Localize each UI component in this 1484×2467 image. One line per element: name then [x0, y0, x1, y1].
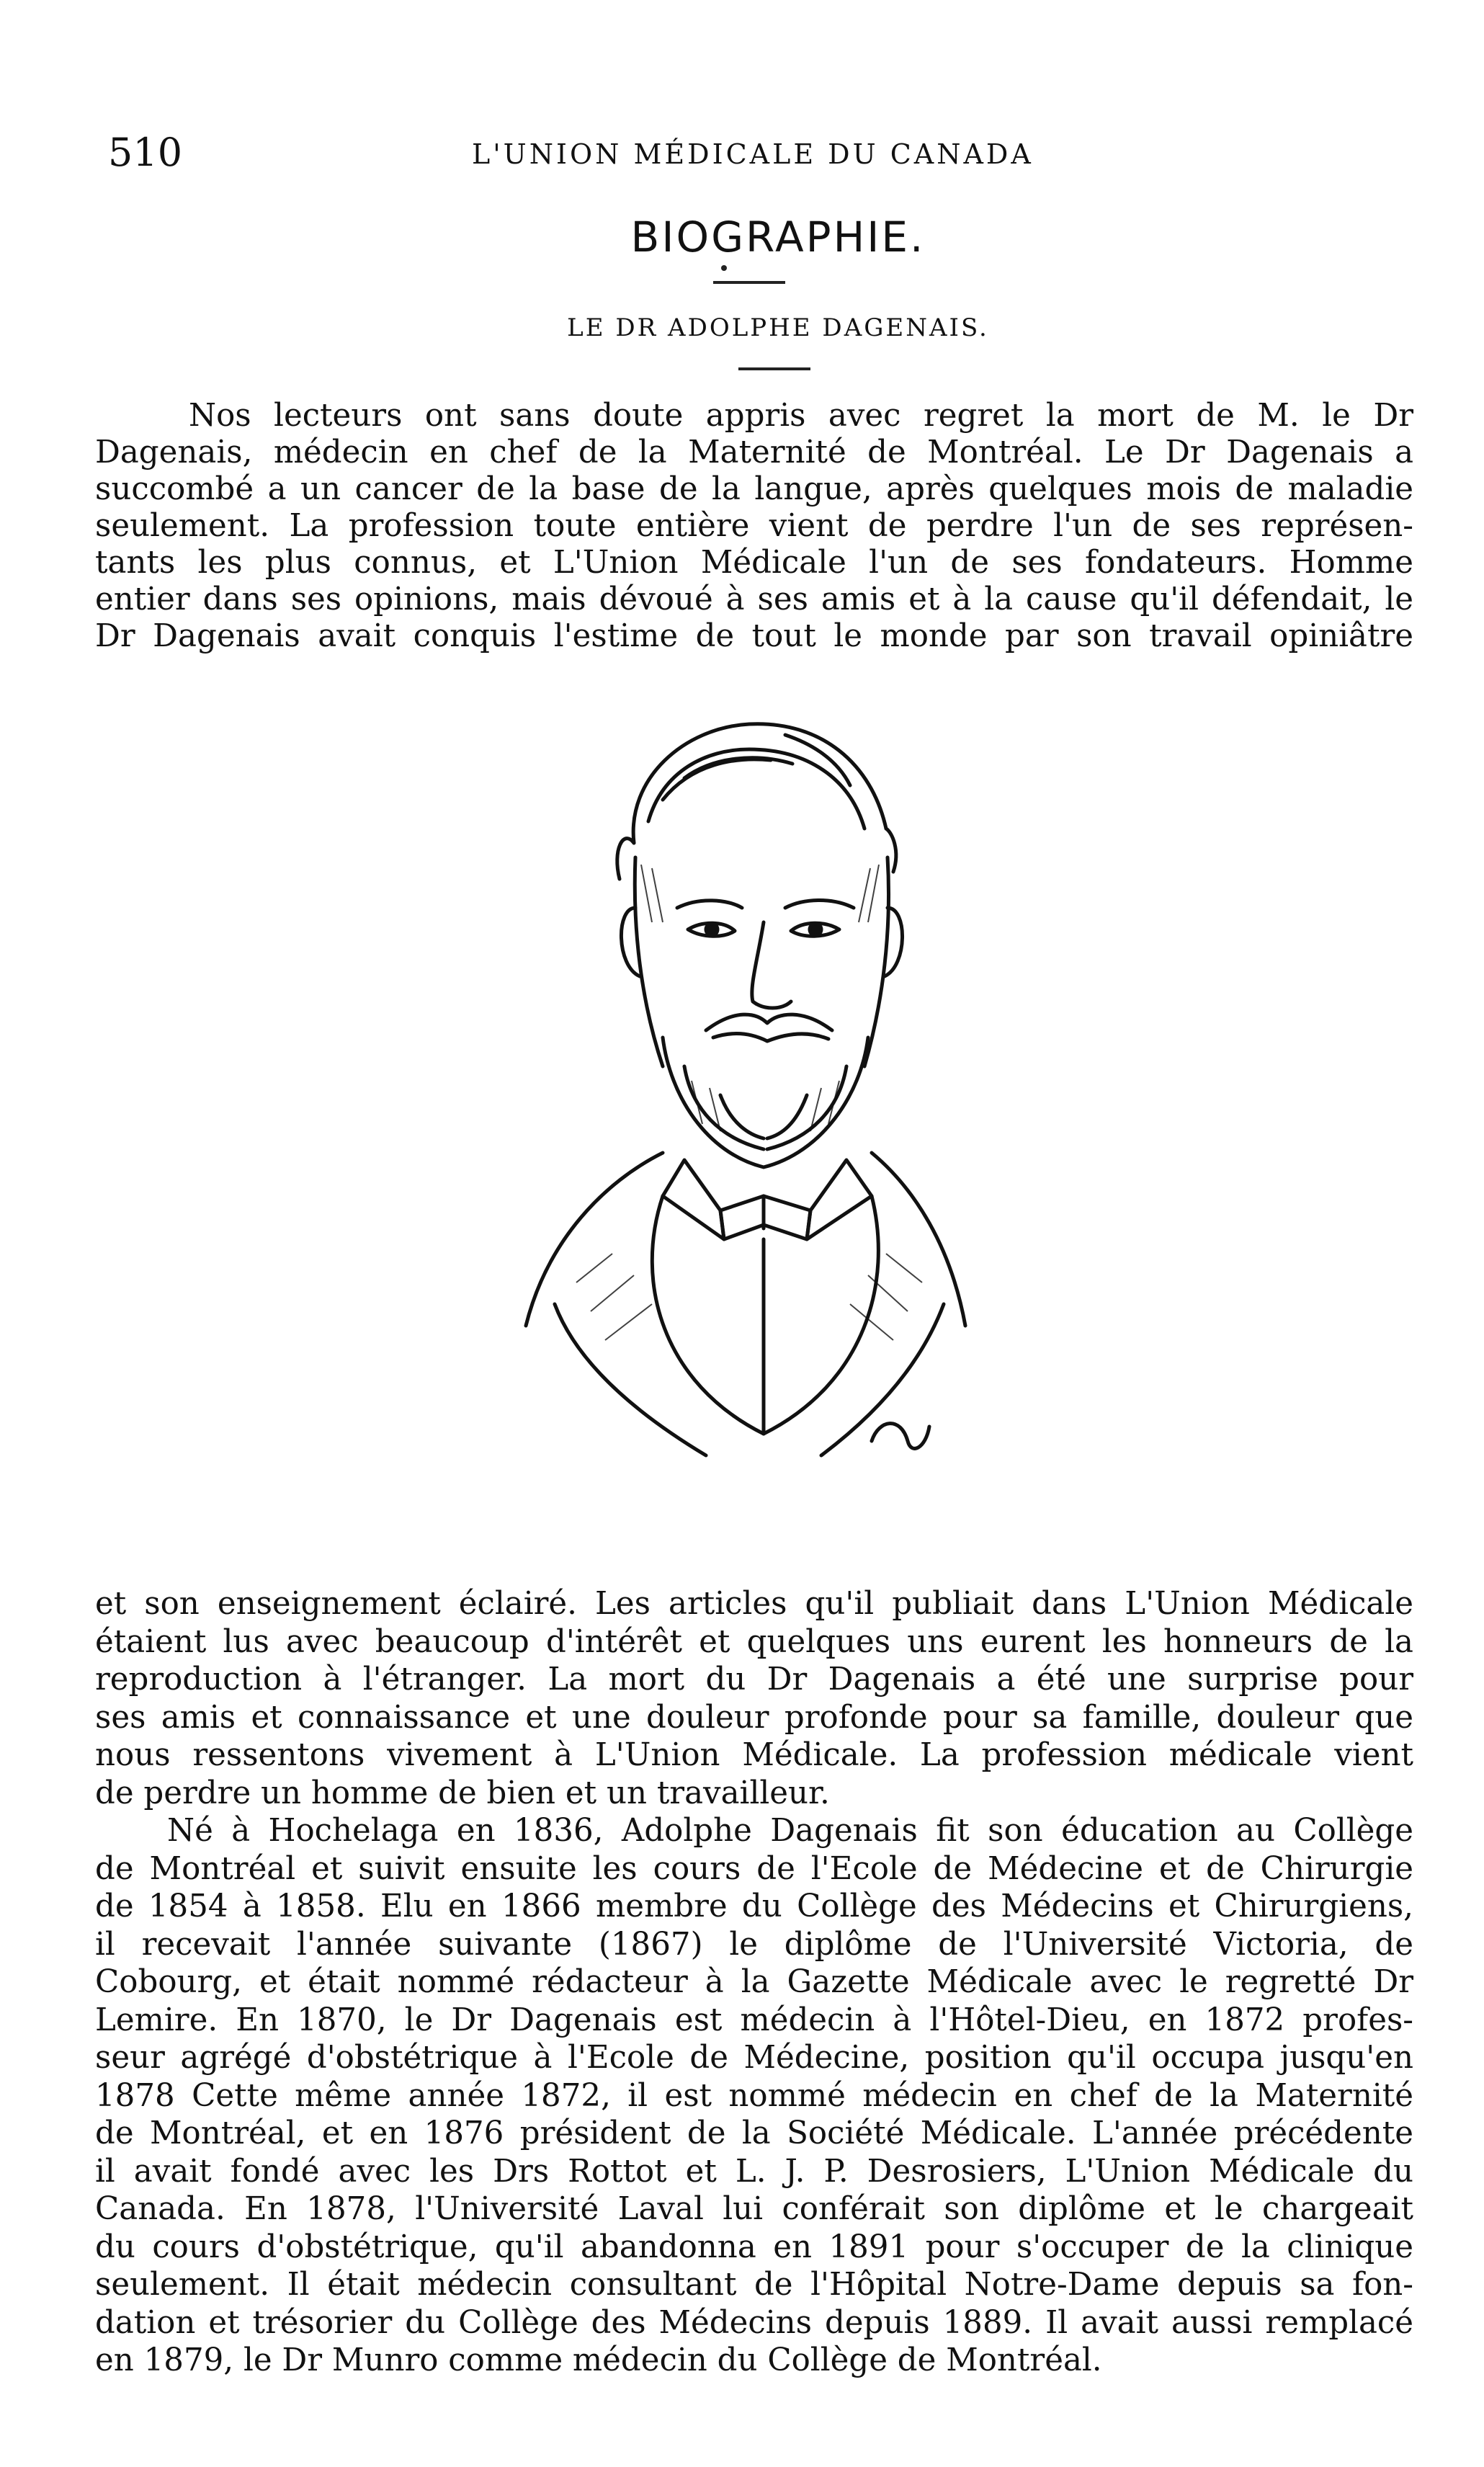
article-subtitle: LE DR ADOLPHE DAGENAIS.	[567, 313, 989, 342]
text-line: dation et trésorier du Collège des Médecins depuis 1889. Il avait aussi remplacé	[95, 2304, 1413, 2341]
text-line: 1878 Cette même année 1872, il est nommé médecin en chef de la Maternité	[95, 2077, 1413, 2114]
text-line: Né à Hochelaga en 1836, Adolphe Dagenais fit son éducation au Collège	[167, 1813, 1413, 1849]
section-title: BIOGRAPHIE.	[630, 213, 926, 262]
subtitle-rule	[738, 367, 810, 370]
text-line: Cobourg, et était nommé rédacteur à la Gazette Médicale avec le regretté Dr	[95, 1964, 1413, 2000]
page-number: 510	[108, 130, 183, 175]
text-line: tants les plus connus, et L'Union Médicale l'un de ses fondateurs. Homme	[95, 545, 1413, 581]
text-line: de Montréal, et en 1876 président de la Société Médicale. L'année précédente	[95, 2115, 1413, 2151]
title-rule	[713, 281, 785, 284]
portrait-engraving	[447, 692, 1009, 1556]
text-line: Dagenais, médecin en chef de la Maternité de Montréal. Le Dr Dagenais a	[95, 434, 1413, 470]
running-head	[108, 130, 1405, 187]
text-line: Lemire. En 1870, le Dr Dagenais est médecin à l'Hôtel-Dieu, en 1872 profes-	[95, 2002, 1413, 2038]
text-line: et son enseignement éclairé. Les articles qu'il publiait dans L'Union Médicale	[95, 1586, 1413, 1622]
journal-title: L'UNION MÉDICALE DU CANADA	[472, 138, 1034, 170]
text-line: Dr Dagenais avait conquis l'estime de tout le monde par son travail opiniâtre	[95, 618, 1413, 654]
text-line: étaient lus avec beaucoup d'intérêt et quelques uns eurent les honneurs de la	[95, 1623, 1413, 1660]
paragraph-biography	[95, 1812, 1413, 2380]
title-dot	[721, 265, 727, 271]
text-line: seulement. Il était médecin consultant de l'Hôpital Notre-Dame depuis sa fon-	[95, 2267, 1413, 2303]
text-line: en 1879, le Dr Munro comme médecin du Collège de Montréal.	[95, 2342, 1102, 2378]
text-line: seur agrégé d'obstétrique à l'Ecole de Médecine, position qu'il occupa jusqu'en	[95, 2040, 1413, 2076]
text-line: de perdre un homme de bien et un travailleur.	[95, 1775, 830, 1811]
text-line: ses amis et connaissance et une douleur profonde pour sa famille, douleur que	[95, 1699, 1413, 1736]
text-line: nous ressentons vivement à L'Union Médicale. La profession médicale vient	[95, 1737, 1413, 1773]
paragraph-continuation	[95, 1585, 1413, 1812]
text-line: de 1854 à 1858. Elu en 1866 membre du Collège des Médecins et Chirurgiens,	[95, 1888, 1413, 1924]
text-line: il recevait l'année suivante (1867) le diplôme de l'Université Victoria, de	[95, 1926, 1413, 1963]
text-line: entier dans ses opinions, mais dévoué à ses amis et à la cause qu'il défendait, le	[95, 581, 1413, 617]
text-line: Nos lecteurs ont sans doute appris avec regret la mort de M. le Dr	[189, 398, 1413, 434]
text-line: reproduction à l'étranger. La mort du Dr Dagenais a été une surprise pour	[95, 1661, 1413, 1698]
text-line: il avait fondé avec les Drs Rottot et L. J. P. Desrosiers, L'Union Médicale du	[95, 2153, 1413, 2190]
text-line: de Montréal et suivit ensuite les cours de l'Ecole de Médecine et de Chirurgie	[95, 1850, 1413, 1887]
text-line: Canada. En 1878, l'Université Laval lui conférait son diplôme et le chargeait	[95, 2191, 1413, 2227]
text-line: seulement. La profession toute entière vient de perdre l'un de ses représen-	[95, 508, 1413, 544]
text-line: succombé a un cancer de la base de la langue, après quelques mois de maladie	[95, 471, 1413, 507]
text-line: du cours d'obstétrique, qu'il abandonna en 1891 pour s'occuper de la clinique	[95, 2229, 1413, 2265]
paragraph-intro	[95, 398, 1413, 655]
